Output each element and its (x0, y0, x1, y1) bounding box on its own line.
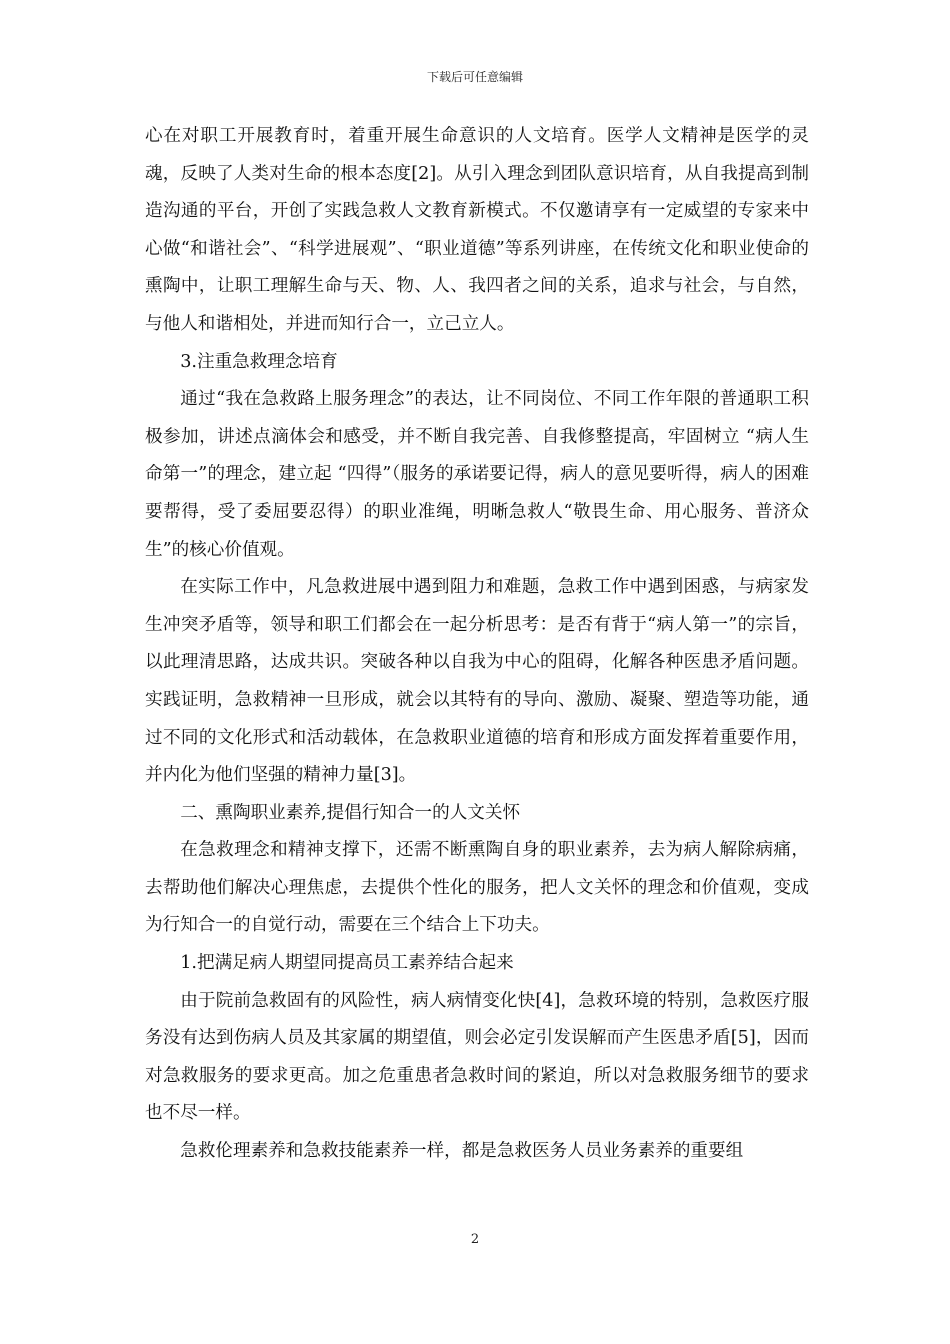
page-number: 2 (470, 1232, 480, 1247)
page-header: 下载后可任意编辑 (426, 70, 523, 84)
section-heading-2: 二、熏陶职业素养,提倡行知合一的人文关怀 (180, 802, 521, 823)
subsection-heading-1: 1.把满足病人期望同提高员工素养结合起来 (180, 953, 514, 974)
paragraph-continued: 心在对职工开展教育时，着重开展生命意识的人文培育。医学人文精神是医学的灵魂，反映了人类对生命的根本态度[2]。从引入理念到团队意识培育，从自我提高到制造沟通的平台，开创了实践急救人文教育新模式。不仅邀请享有一定威望的专家来中心做“和谐社会”、“科学进展观”、“职业道德”等系列讲座，在传统文化和职业使命的熏陶中，让职工理解生命与天、物、人、我四者之间的关系，追求与社会，与自然，与他人和谐相处，并进而知行合一，立己立人。 (145, 126, 809, 334)
paragraph: 在急救理念和精神支撑下，还需不断熏陶自身的职业素养，去为病人解除病痛，去帮助他们解决心理焦虑，去提供个性化的服务，把人文关怀的理念和价值观，变成为行知合一的自觉行动，需要在三个结合上下功夫。 (145, 840, 809, 936)
paragraph: 通过“我在急救路上服务理念”的表达，让不同岗位、不同工作年限的普通职工积极参加，讲述点滴体会和感受，并不断自我完善、自我修整提高，牢固树立 “病人生命第一”的理念，建立起 “四得”（服务的承诺要记得，病人的意见要听得，病人的困难要帮得，受了委屈要忍得）的职业准绳，明晰急救人“敬畏生命、用心服务、普济众生”的核心价值观。 (145, 389, 809, 560)
paragraph: 由于院前急救固有的风险性，病人病情变化快[4]，急救环境的特别，急救医疗服务没有达到伤病人员及其家属的期望值，则会必定引发误解而产生医患矛盾[5]，因而对急救服务的要求更高。加之危重患者急救时间的紧迫，所以对急救服务细节的要求也不尽一样。 (145, 990, 809, 1124)
document-body (145, 118, 809, 1171)
paragraph: 急救伦理素养和急救技能素养一样，都是急救医务人员业务素养的重要组 (180, 1141, 744, 1162)
paragraph: 在实际工作中，凡急救进展中遇到阻力和难题，急救工作中遇到困惑，与病家发生冲突矛盾等，领导和职工们都会在一起分析思考：是否有背于“病人第一”的宗旨，以此理清思路，达成共识。突破各种以自我为中心的阻碍，化解各种医患矛盾问题。 实践证明，急救精神一旦形成，就会以其特有的导向、激励、凝聚、塑造等功能，通过不同的文化形式和活动载体，在急救职业道德的培育和形成方面发挥着重要作用，并内化为他们坚强的精神力量[3]。 (145, 577, 809, 786)
section-heading-3: 3.注重急救理念培育 (180, 351, 338, 372)
